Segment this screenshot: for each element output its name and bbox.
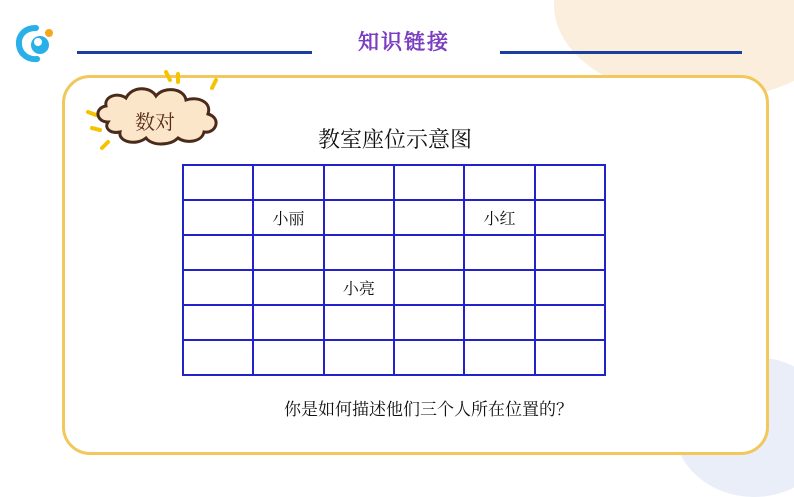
seat-cell: 小亮 [324, 270, 394, 305]
page-title: 知识链接 [358, 30, 450, 54]
seat-cell [394, 165, 464, 200]
seat-cell [183, 200, 253, 235]
seat-cell [253, 270, 323, 305]
seat-cell [464, 235, 534, 270]
seat-cell [535, 305, 605, 340]
logo-icon [14, 24, 58, 64]
seat-cell [253, 305, 323, 340]
seat-cell [535, 235, 605, 270]
diagram-title: 教室座位示意图 [317, 128, 472, 153]
seat-cell [394, 305, 464, 340]
seat-cell: 小丽 [253, 200, 323, 235]
seat-cell [324, 305, 394, 340]
seat-cell [464, 340, 534, 375]
seat-cell [464, 165, 534, 200]
badge-label: 数对 [135, 110, 175, 134]
seat-cell [183, 270, 253, 305]
seat-cell [183, 340, 253, 375]
header-line-left [77, 51, 312, 54]
seat-cell [394, 235, 464, 270]
question-text: 你是如何描述他们三个人所在位置的？ [284, 400, 573, 420]
seat-cell [535, 270, 605, 305]
seat-cell [324, 235, 394, 270]
seat-cell [535, 165, 605, 200]
seat-cell [394, 200, 464, 235]
seat-cell [535, 340, 605, 375]
seat-cell: 小红 [464, 200, 534, 235]
seat-cell [394, 270, 464, 305]
seat-cell [535, 200, 605, 235]
header-line-right [500, 51, 742, 54]
seat-grid [182, 164, 606, 376]
seat-cell [183, 305, 253, 340]
seat-cell [253, 165, 323, 200]
seat-cell [324, 165, 394, 200]
seat-cell [324, 340, 394, 375]
seat-cell [183, 165, 253, 200]
seat-cell [253, 235, 323, 270]
seat-cell [253, 340, 323, 375]
seat-cell [394, 340, 464, 375]
seat-cell [464, 270, 534, 305]
seat-cell [324, 200, 394, 235]
seat-cell [183, 235, 253, 270]
seat-cell [464, 305, 534, 340]
